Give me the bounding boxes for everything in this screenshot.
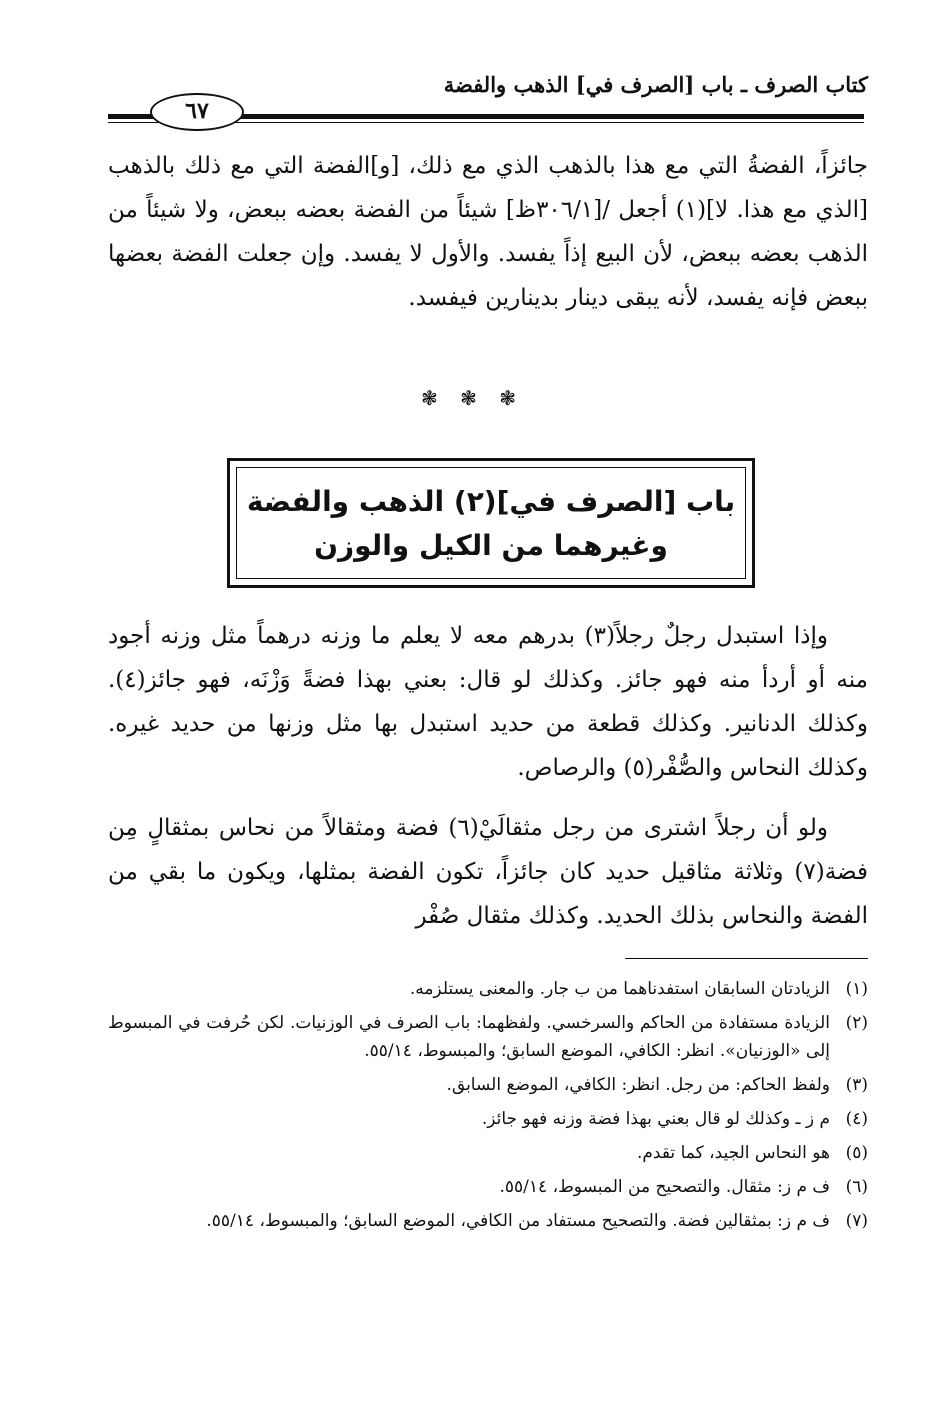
footnote-number: (١) xyxy=(845,979,868,999)
section-title-inner-frame xyxy=(236,467,746,579)
footnote-7 xyxy=(108,1207,868,1235)
footnote-number: (٤) xyxy=(845,1109,868,1129)
footnote-text: م ز ـ وكذلك لو قال بعني بهذا فضة وزنه فهو جائز. xyxy=(481,1109,830,1129)
footnote-6 xyxy=(108,1173,868,1201)
running-header-title: كتاب الصرف ـ باب [الصرف في] الذهب والفضة xyxy=(443,72,868,97)
footnote-number: (٥) xyxy=(845,1143,868,1163)
page-number: ٦٧ xyxy=(150,93,244,131)
footnote-text: ف م ز: بمثقالين فضة. والتصحيح مستفاد من الكافي، الموضع السابق؛ والمبسوط، ٥٥/١٤. xyxy=(206,1211,830,1231)
footnote-number: (٧) xyxy=(845,1211,868,1231)
footnote-number: (٦) xyxy=(845,1177,868,1197)
footnote-number: (٢) xyxy=(845,1013,868,1033)
section-title-line-2: وغيرهما من الكيل والوزن xyxy=(314,529,668,562)
footnotes xyxy=(108,975,868,1241)
footnote-text: ف م ز: مثقال. والتصحيح من المبسوط، ٥٥/١٤. xyxy=(499,1177,830,1197)
footnote-text: هو النحاس الجيد، كما تقدم. xyxy=(636,1143,830,1163)
footnote-1 xyxy=(108,975,868,1003)
paragraph-3: ولو أن رجلاً اشترى من رجل مثقالَيْ(٦) فضة ومثقالاً من نحاس بمثقالٍ مِن فضة(٧) وثلاثة مثاقيل حديد كان جائزاً، تكون الفضة بمثلها، ويكون ما بقي من الفضة والنحاس بذلك الحديد. وكذلك مثقال صُفْر xyxy=(108,815,868,929)
section-title-frame xyxy=(227,458,755,588)
footnote-text: الزيادة مستفادة من الحاكم والسرخسي. ولفظهما: باب الصرف في الوزنيات. لكن حُرفت في المبسوط إلى «الوزنيان». انظر: الكافي، الموضع السابق؛ والمبسوط، ٥٥/١٤. xyxy=(108,1013,830,1061)
footnote-5 xyxy=(108,1139,868,1167)
footnote-number: (٣) xyxy=(845,1075,868,1095)
footnote-2 xyxy=(108,1009,868,1065)
paragraph-2: وإذا استبدل رجلٌ رجلاً(٣) بدرهم معه لا يعلم ما وزنه درهماً مثل وزنه أجود منه أو أردأ منه فهو جائز. وكذلك لو قال: بعني بهذا فضةً وَزْنَه، فهو جائز(٤). وكذلك الدنانير. وكذلك قطعة من حديد استبدل بها مثل وزنها من حديد غيره. وكذلك النحاس والصُّفْر(٥) والرصاص. xyxy=(108,623,868,781)
footnote-4 xyxy=(108,1105,868,1133)
footnote-text: ولفظ الحاكم: من رجل. انظر: الكافي، الموضع السابق. xyxy=(446,1075,830,1095)
footnote-separator xyxy=(625,958,868,959)
footnote-3 xyxy=(108,1071,868,1099)
footnote-text: الزيادتان السابقان استفدناهما من ب جار. والمعنى يستلزمه. xyxy=(409,979,830,999)
paragraph-1: جائزاً، الفضةُ التي مع هذا بالذهب الذي مع ذلك، [و]الفضة التي مع ذلك بالذهب [الذي مع هذا. لا](١) أجعل /[٣٠٦/١ظ] شيئاً من الفضة بعضه ببعض، ولا شيئاً من الذهب بعضه ببعض، لأن البيع إذاً يفسد. والأول لا يفسد. وإن جعلت الفضة بعضها ببعض فإنه يفسد، لأنه يبقى دينار بدينارين فيفسد. xyxy=(108,153,868,311)
section-ornament: ❃ ❃ ❃ xyxy=(421,386,524,410)
section-title-line-1: باب [الصرف في](٢) الذهب والفضة xyxy=(246,485,736,518)
